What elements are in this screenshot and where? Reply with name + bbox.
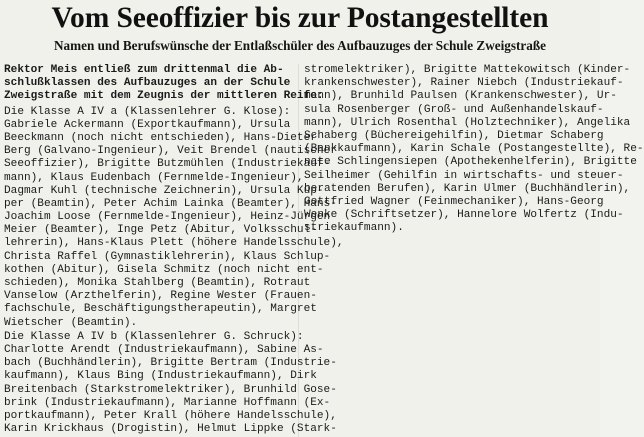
text-line: kaufmann), Klaus Bing (Industriekaufmann), Dirk xyxy=(4,370,317,383)
text-line: Charlotte Arendt (Industriekaufmann), Sabine As- xyxy=(4,343,324,356)
text-line: striekaufmann). xyxy=(304,222,404,235)
lead-paragraph xyxy=(4,64,324,104)
text-line: Meier (Beamter), Inge Petz (Abitur, Volksschul- xyxy=(4,224,317,237)
text-line: nate Schlingensiepen (Apothekenhelferin), Brigitte xyxy=(304,156,637,169)
text-line: Die Klasse A IV a (Klassenlehrer G. Klose): xyxy=(4,105,291,118)
text-line: Wenke (Schriftsetzer), Hannelore Wolfertz (Indu- xyxy=(304,209,624,222)
text-line: Joachim Loose (Fernmelde-Ingenieur), Heinz-Jürgen xyxy=(4,211,331,224)
text-line: Breitenbach (Starkstromelektriker), Brunhild Gose- xyxy=(4,383,337,396)
lead-line: Rektor Meis entließ zum drittenmal die Ab- xyxy=(4,64,284,76)
text-line: kothen (Abitur), Gisela Schmitz (noch nicht ent- xyxy=(4,263,324,276)
text-line: lehrerin), Hans-Klaus Plett (höhere Handelsschule), xyxy=(4,237,344,250)
text-line: Christa Raffel (Gymnastiklehrerin), Klaus Schlup- xyxy=(4,250,331,263)
text-line: stromelektriker), Brigitte Mattekowitsch (Kinder- xyxy=(304,64,631,76)
lead-line: schlußklassen des Aufbauzuges an der Schule xyxy=(4,77,291,90)
text-line: mann), Ulrich Rosenthal (Holztechniker), Angelika xyxy=(304,116,631,129)
text-line: Berg (Galvano-Ingenieur), Veit Brendel (nautischer xyxy=(4,145,337,158)
text-line: fachschule, Beschäftigungstherapeutin), Margret xyxy=(4,303,317,316)
left-column xyxy=(4,64,344,436)
text-line: (Bankkaufmann), Karin Schale (Postangestellte), Re- xyxy=(304,143,644,156)
lead-line: Zweigstraße mit dem Zeugnis der mittleren Reife: xyxy=(4,90,324,103)
text-line: Gottfried Wagner (Feinmechaniker), Hans-Georg xyxy=(304,195,604,208)
text-line: beratenden Berufen), Karin Ulmer (Buchhändlerin), xyxy=(304,182,631,195)
text-line: schieden), Monika Stahlberg (Beamtin), Rotraut xyxy=(4,277,311,289)
text-line: sula Rosenberger (Groß- und Außenhandelskauf- xyxy=(304,103,604,116)
text-line: Karin Krickhaus (Drogistin), Helmut Lippke (Stark- xyxy=(4,423,337,436)
column-divider xyxy=(298,64,299,437)
article-headline: Vom Seeoffizier bis zur Postangestellten xyxy=(51,2,549,34)
text-line: Seeoffizier), Brigitte Butzmühlen (Industriekauf- xyxy=(4,158,331,171)
text-line: Vanselow (Arzthelferin), Regine Wester (Frauen- xyxy=(4,290,317,303)
text-line: mann), Klaus Eudenbach (Fernmelde-Ingenieur), xyxy=(4,171,304,184)
text-line: Seilheimer (Gehilfin in wirtschafts- und steuer- xyxy=(304,169,624,182)
text-line: krankenschwester), Rainer Niebch (Industriekauf- xyxy=(304,77,624,90)
class-a4a-paragraph xyxy=(4,105,344,330)
text-line: Die Klasse A IV b (Klassenlehrer G. Schruck): xyxy=(4,330,304,343)
text-line: Wietscher (Beamtin). xyxy=(4,316,138,329)
text-line: portkaufmann), Peter Krall (höhere Handelsschule), xyxy=(4,409,337,422)
text-line: Gabriele Ackermann (Exportkaufmann), Ursula xyxy=(4,118,291,131)
text-line: Schaberg (Büchereigehilfin), Dietmar Schaberg xyxy=(304,129,604,142)
right-column xyxy=(304,64,644,235)
article-subheadline: Namen und Berufswünsche der Entlaßschüler des Aufbauzuges der Schule Zweigstraße xyxy=(53,38,547,53)
text-line: mann), Brunhild Paulsen (Krankenschwester), Ur- xyxy=(304,90,617,103)
text-line: brink (Industriekaufmann), Marianne Hoffmann (Ex- xyxy=(4,396,331,409)
class-a4b-paragraph xyxy=(4,330,337,437)
text-line: bach (Buchhändlerin), Brigitte Bertram (Industrie- xyxy=(4,357,337,370)
text-line: Dagmar Kuhl (technische Zeichnerin), Ursula Küp- xyxy=(4,184,324,197)
text-line: per (Beamtin), Peter Achim Lainka (Beamter), Hans- xyxy=(4,197,337,210)
text-line: Beeckmann (noch nicht entschieden), Hans-Dieter xyxy=(4,131,317,144)
